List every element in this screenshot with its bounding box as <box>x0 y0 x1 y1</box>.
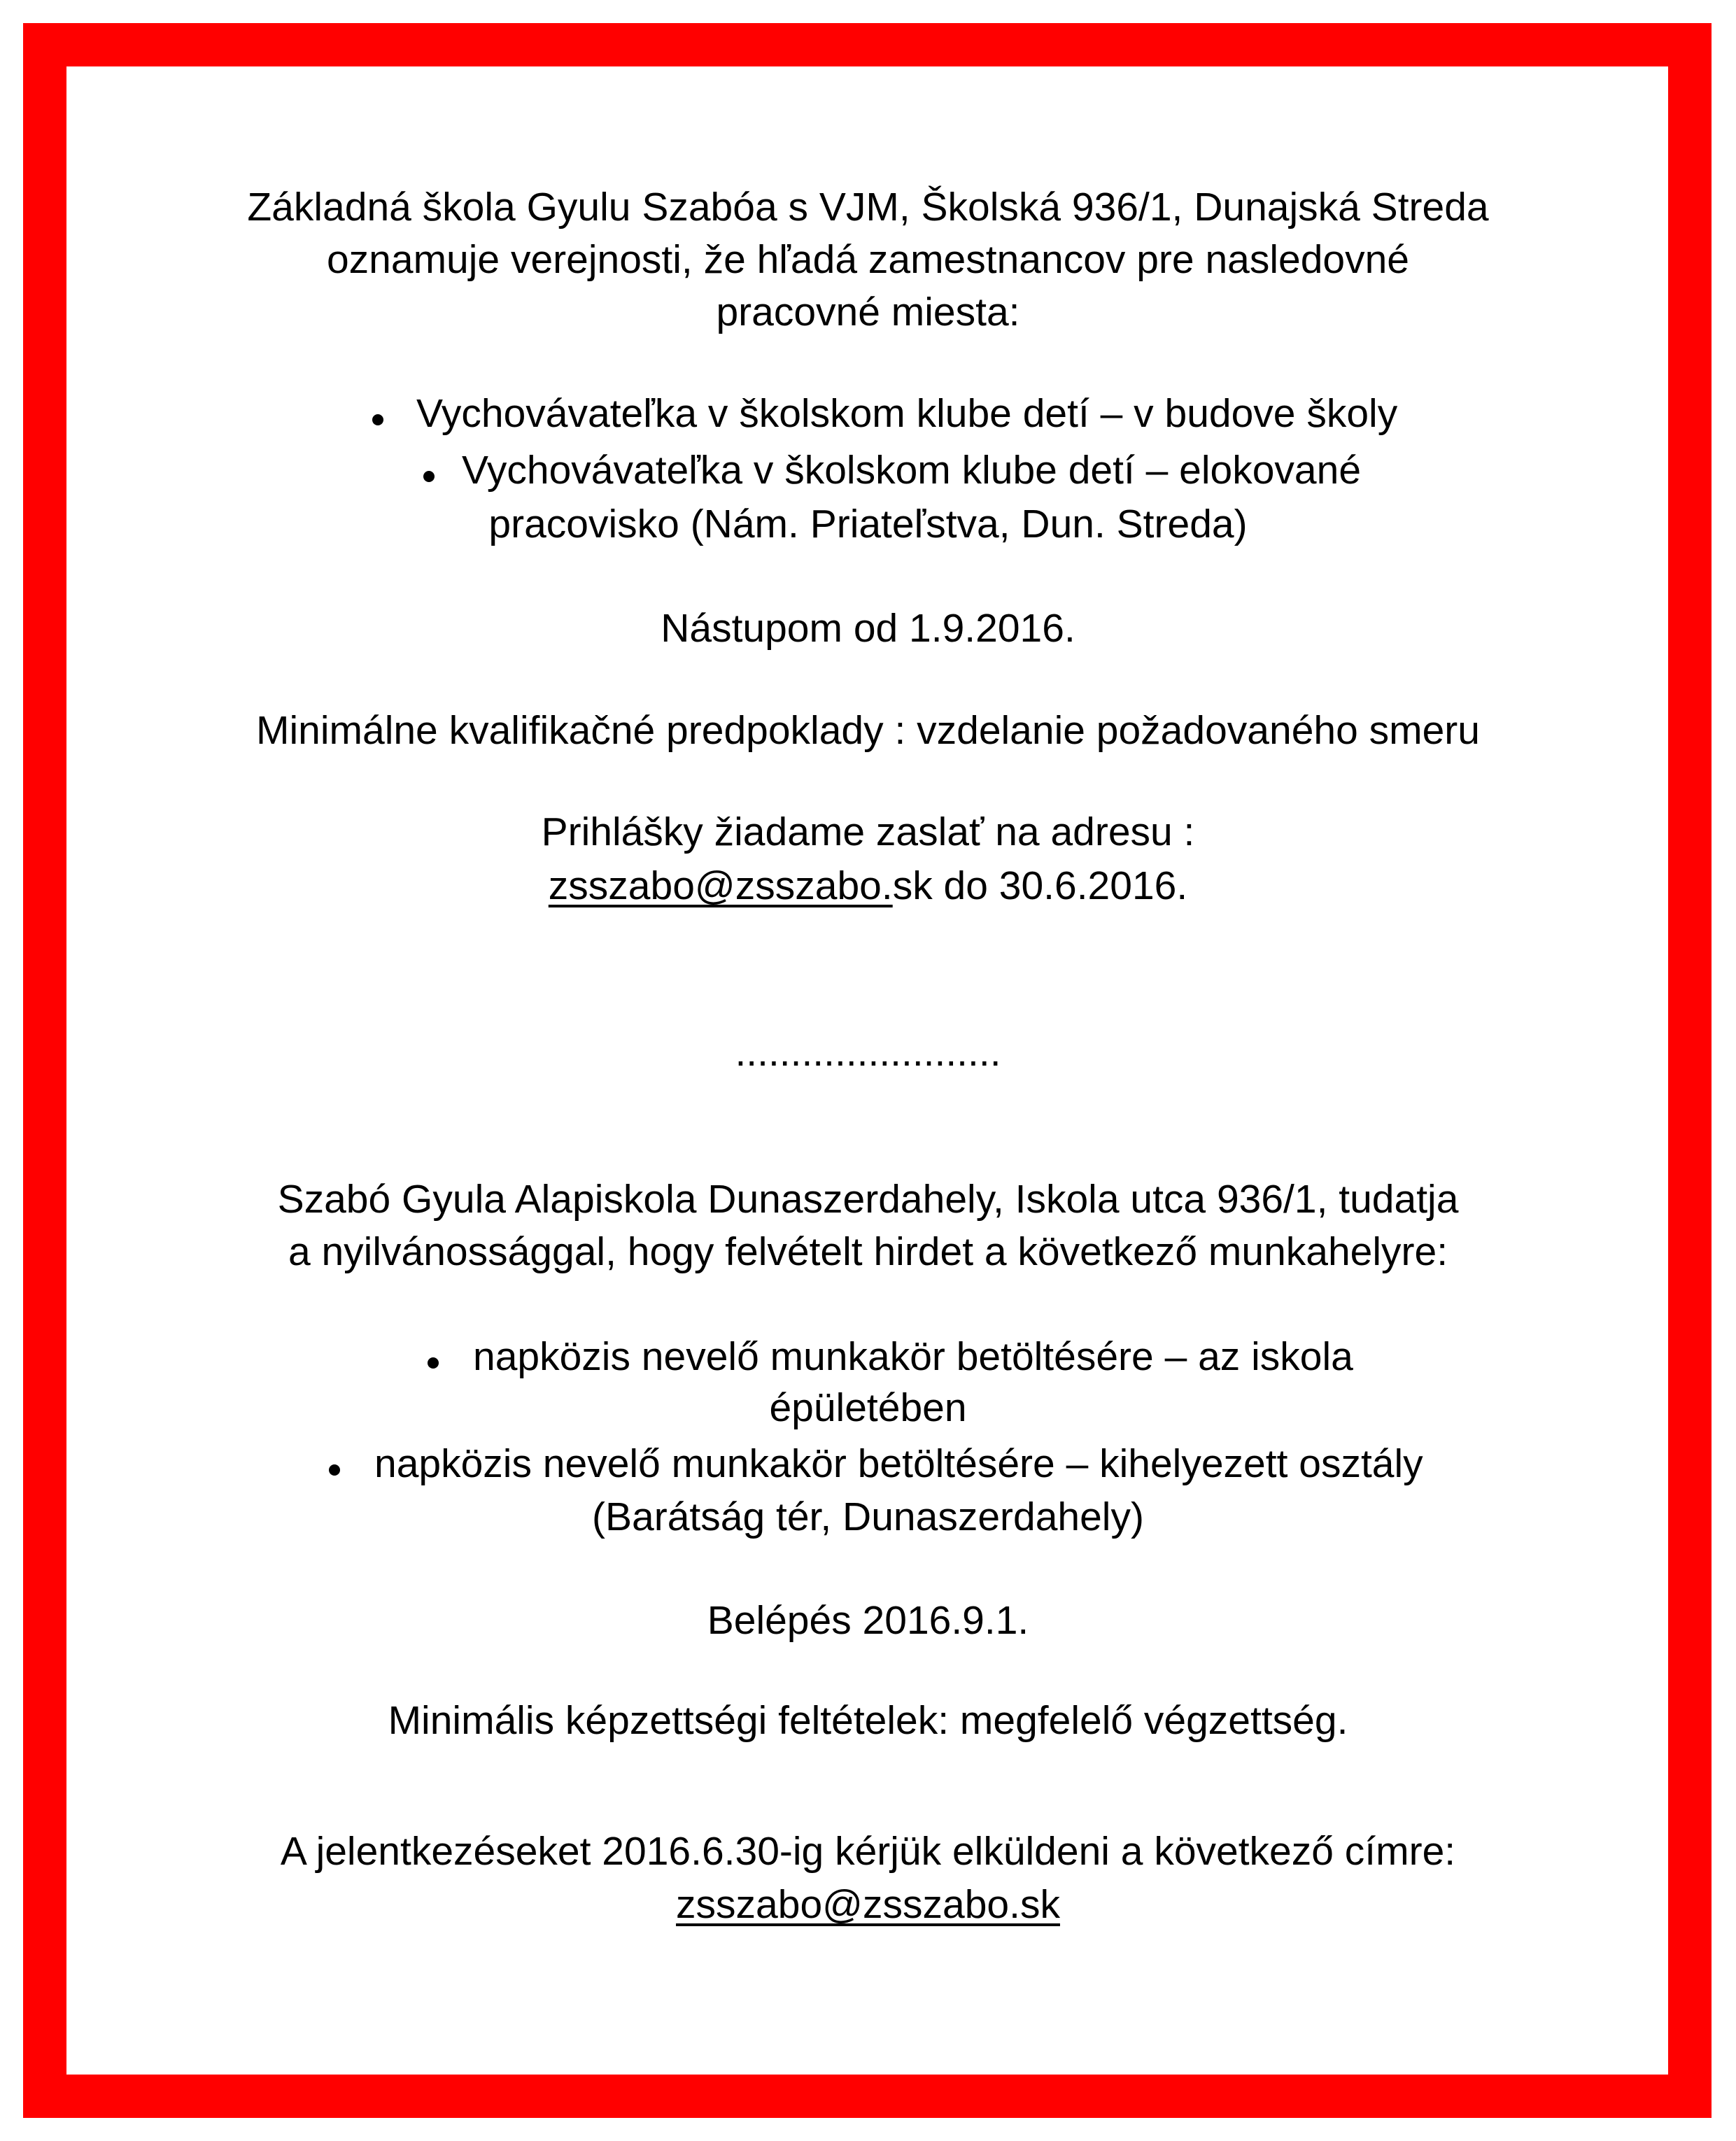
sk-intro-line-2: oznamuje verejnosti, že hľadá zamestnancov pre nasledovné <box>326 237 1410 282</box>
hu-apply-line: A jelentkezéseket 2016.6.30-ig kérjük elküldeni a következő címre: <box>280 1829 1456 1874</box>
hu-qualification: Minimális képzettségi feltételek: megfelelő végzettség. <box>388 1698 1348 1743</box>
hu-start-date: Belépés 2016.9.1. <box>707 1598 1029 1643</box>
bullet-icon <box>428 1357 439 1369</box>
sk-position-1: Vychovávateľka v školskom klube detí – v budove školy <box>416 391 1398 436</box>
bullet-icon <box>372 414 383 425</box>
hu-position-1-line-1: napközis nevelő munkakör betöltésére – az iskola <box>473 1334 1353 1379</box>
hu-position-2-line-2: (Barátság tér, Dunaszerdahely) <box>592 1495 1144 1539</box>
hu-apply-email-line <box>0 1881 1736 1928</box>
hu-position-2-line-1: napközis nevelő munkakör betöltésére – kihelyezett osztály <box>374 1441 1423 1486</box>
hu-position-1-line-2: épületében <box>769 1385 967 1430</box>
separator-dots: ........................ <box>735 1030 1001 1075</box>
hu-intro-line-1: Szabó Gyula Alapiskola Dunaszerdahely, Iskola utca 936/1, tudatja <box>277 1177 1459 1222</box>
sk-intro-line-1: Základná škola Gyulu Szabóa s VJM, Školská 936/1, Dunajská Streda <box>247 185 1489 229</box>
sk-apply-line: Prihlášky žiadame zaslať na adresu : <box>541 810 1195 854</box>
sk-email-link[interactable]: zsszabo@zsszabo. <box>548 863 893 908</box>
bullet-icon <box>423 471 435 482</box>
sk-intro-line-3: pracovné miesta: <box>716 290 1020 334</box>
bullet-icon <box>329 1464 340 1476</box>
sk-apply-deadline: sk do 30.6.2016. <box>892 863 1188 908</box>
hu-email-link[interactable]: zsszabo@zsszabo.sk <box>676 1882 1060 1927</box>
sk-apply-email-line <box>0 862 1736 910</box>
hu-intro-line-2: a nyilvánossággal, hogy felvételt hirdet a következő munkahelyre: <box>288 1229 1448 1274</box>
sk-position-2-line-1: Vychovávateľka v školskom klube detí – elokované <box>462 448 1362 493</box>
sk-position-2-line-2: pracovisko (Nám. Priateľstva, Dun. Streda) <box>488 502 1248 546</box>
sk-start-date: Nástupom od 1.9.2016. <box>661 606 1075 651</box>
sk-qualification: Minimálne kvalifikačné predpoklady : vzdelanie požadovaného smeru <box>256 708 1480 753</box>
